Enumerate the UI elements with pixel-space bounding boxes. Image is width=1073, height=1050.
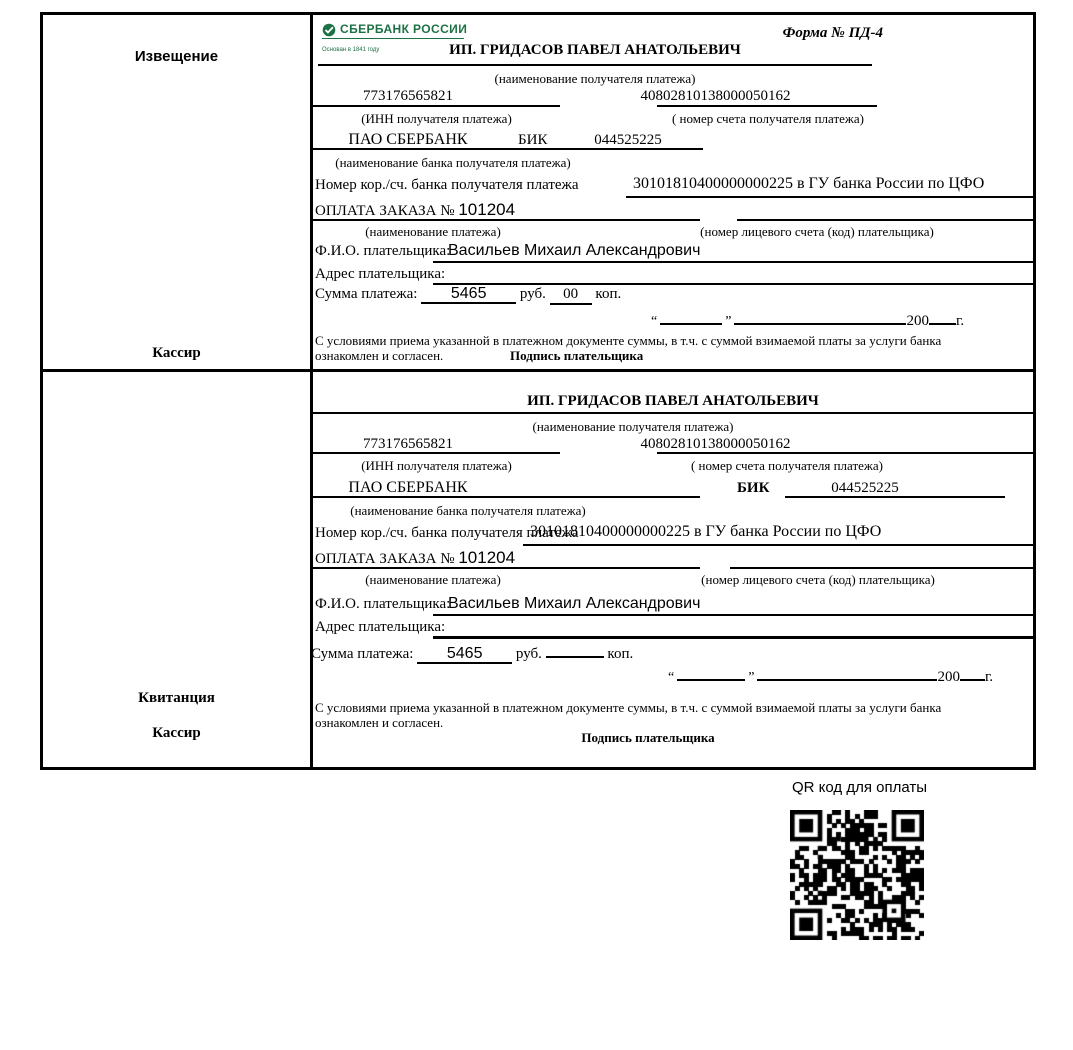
caption-account: ( номер счета получателя платежа): [671, 111, 865, 126]
field-underline: [737, 219, 1033, 221]
field-underline: [553, 148, 703, 150]
payer-address-label: Адрес плательщика:: [315, 619, 446, 635]
qr-code: [790, 810, 924, 940]
field-underline: [523, 544, 1033, 546]
inn-value: 773176565821: [363, 88, 453, 104]
sum-value-field: [417, 645, 512, 664]
caption-recipient: (наименование получателя платежа): [532, 419, 734, 434]
payment-sum-row: [311, 639, 633, 664]
kop-label: коп.: [607, 646, 634, 662]
corr-value: 30101810400000000225 в ГУ банка России по ЦФО: [530, 523, 882, 540]
sberbank-logo-icon: [322, 23, 336, 37]
caption-account: ( номер счета получателя платежа): [690, 458, 884, 473]
payer-name-value: Васильев Михаил Александрович: [448, 595, 701, 612]
agreement-line2: ознакомлен и согласен.: [315, 715, 444, 730]
corr-value: 30101810400000000225 в ГУ банка России по ЦФО: [633, 175, 985, 192]
bik-label: БИК: [737, 480, 770, 496]
bik-value: 044525225: [594, 132, 662, 148]
caption-payment: (наименование платежа): [365, 224, 501, 239]
field-underline: [318, 64, 872, 66]
field-underline: [313, 452, 560, 454]
signature-label: Подпись плательщика: [510, 348, 644, 363]
sberbank-logo-subtext: Основан в 1841 году: [322, 47, 380, 53]
date-day-field: [660, 306, 722, 325]
section-title-receipt: Квитанция: [138, 690, 215, 706]
open-quote: “: [651, 314, 658, 329]
caption-payment: (наименование платежа): [365, 572, 501, 587]
bik-label: БИК: [518, 132, 548, 148]
field-underline: [433, 261, 1033, 263]
date-month-field: [734, 306, 906, 325]
field-underline: [657, 105, 877, 107]
payment-label: ОПЛАТА ЗАКАЗА №: [315, 203, 455, 219]
caption-personal-account: (номер лицевого счета (код) плательщика): [700, 224, 934, 239]
field-underline: [313, 219, 700, 221]
qr-label: QR код для оплаты: [791, 779, 927, 796]
bank-name: ПАО СБЕРБАНК: [348, 131, 468, 148]
kop-value-field: [546, 639, 604, 658]
payment-number: 101204: [458, 548, 516, 567]
field-underline: [657, 452, 1033, 454]
year-prefix: 200: [906, 313, 929, 329]
cashier-label: Кассир: [152, 725, 201, 741]
year-suffix: г.: [984, 669, 994, 685]
agreement-line2: ознакомлен и согласен.: [315, 348, 444, 363]
field-underline: [785, 496, 1005, 498]
section-divider: [43, 369, 1033, 372]
date-month-field: [757, 662, 937, 681]
sum-value-field: [421, 285, 516, 304]
field-underline: [313, 567, 700, 569]
caption-inn: (ИНН получателя платежа): [361, 111, 512, 126]
agreement-line1: С условиями приема указанной в платежном документе суммы, в т.ч. с суммой взимаемой платы за услуги банка: [315, 333, 942, 348]
payment-purpose: [315, 548, 515, 568]
date-row: [665, 662, 993, 686]
sum-label: Сумма платежа:: [315, 286, 418, 302]
field-underline: [730, 567, 1033, 569]
section-title-notice: Извещение: [134, 48, 219, 65]
field-underline: [626, 196, 1033, 198]
inn-value: 773176565821: [363, 436, 453, 452]
payment-label: ОПЛАТА ЗАКАЗА №: [315, 551, 455, 567]
bik-value: 044525225: [831, 480, 899, 496]
field-underline: [313, 105, 560, 107]
account-value: 40802810138000050162: [640, 436, 791, 452]
payer-name-value: Васильев Михаил Александрович: [448, 242, 701, 259]
date-year-field: [929, 306, 956, 325]
caption-bank: (наименование банка получателя платежа): [350, 503, 586, 518]
open-quote: “: [668, 670, 675, 685]
date-year-field: [960, 662, 985, 681]
caption-personal-account: (номер лицевого счета (код) плательщика): [701, 572, 935, 587]
payment-sum-row: [315, 285, 621, 305]
recipient-name: ИП. ГРИДАСОВ ПАВЕЛ АНАТОЛЬЕВИЧ: [527, 393, 819, 409]
sberbank-logo-text: СБЕРБАНК РОССИИ: [340, 22, 468, 37]
date-day-field: [677, 662, 745, 681]
payer-name-label: Ф.И.О. плательщика:: [315, 596, 451, 612]
corr-label: Номер кор./сч. банка получателя платежа: [315, 177, 579, 193]
field-underline: [433, 614, 1033, 616]
rub-label: руб.: [515, 646, 542, 662]
rub-label: руб.: [519, 286, 546, 302]
caption-recipient: (наименование получателя платежа): [494, 71, 696, 86]
date-row: [648, 306, 964, 330]
caption-bank: (наименование банка получателя платежа): [335, 155, 571, 170]
close-quote: ”: [725, 314, 732, 329]
field-underline: [313, 148, 560, 150]
payment-purpose: [315, 200, 515, 220]
recipient-name: ИП. ГРИДАСОВ ПАВЕЛ АНАТОЛЬЕВИЧ: [449, 42, 741, 58]
year-suffix: г.: [955, 313, 965, 329]
signature-label: Подпись плательщика: [581, 730, 715, 745]
sum-value: 5465: [446, 645, 483, 662]
year-prefix: 200: [937, 669, 960, 685]
payer-name-label: Ф.И.О. плательщика:: [315, 243, 451, 259]
payer-address-label: Адрес плательщика:: [315, 266, 446, 282]
form-table: [40, 12, 1036, 770]
kop-label: коп.: [595, 286, 622, 302]
form-number-label: Форма № ПД-4: [782, 25, 883, 41]
cashier-label: Кассир: [152, 345, 201, 361]
sum-value: 5465: [450, 285, 487, 302]
account-value: 40802810138000050162: [640, 88, 791, 104]
caption-inn: (ИНН получателя платежа): [361, 458, 512, 473]
bank-name: ПАО СБЕРБАНК: [348, 479, 468, 496]
field-underline: [313, 412, 1033, 414]
sum-label: Сумма платежа:: [311, 646, 414, 662]
field-underline: [313, 496, 700, 498]
close-quote: ”: [748, 670, 755, 685]
corr-label: Номер кор./сч. банка получателя платежа: [315, 525, 579, 541]
kop-value-field: 00: [550, 286, 592, 305]
agreement-line1: С условиями приема указанной в платежном документе суммы, в т.ч. с суммой взимаемой платы за услуги банка: [315, 700, 942, 715]
payment-number: 101204: [458, 200, 516, 219]
